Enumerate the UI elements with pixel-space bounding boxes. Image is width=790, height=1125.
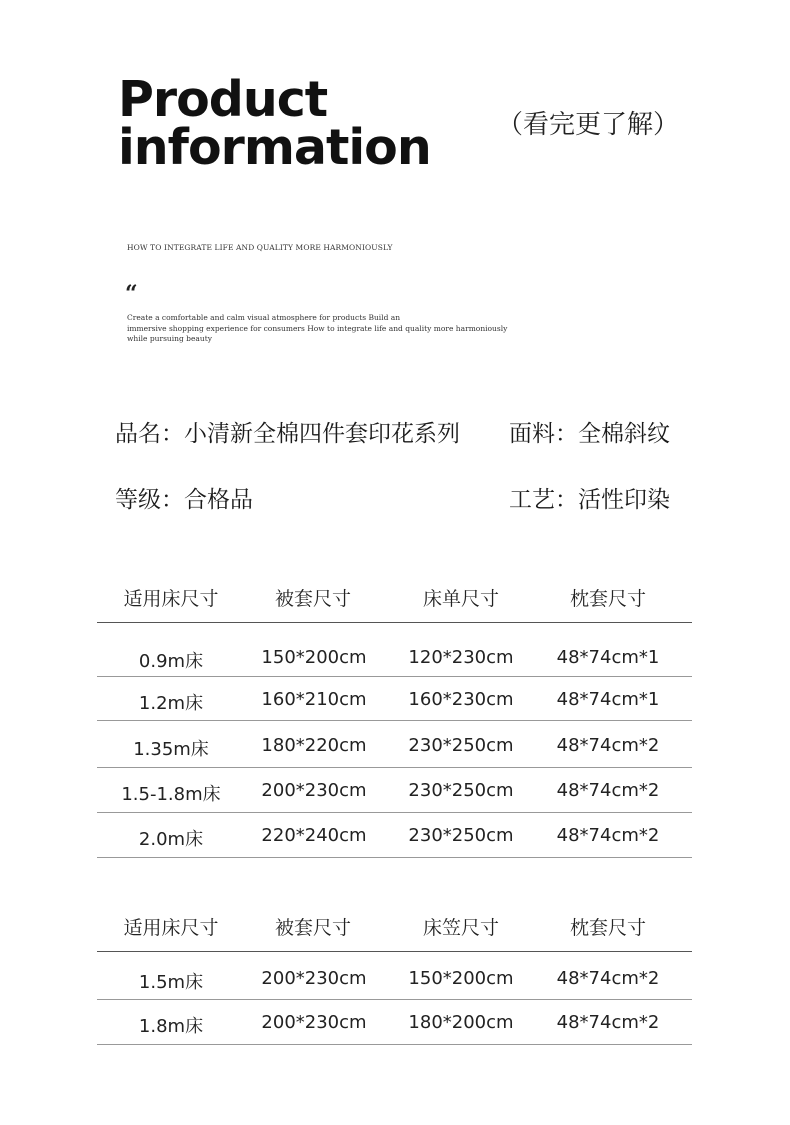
description-line: immersive shopping experience for consumers How to integrate life and quality more harmoniously xyxy=(127,323,508,333)
table-cell: 150*200cm xyxy=(408,968,514,989)
quote-icon: “ xyxy=(125,281,138,307)
title-line-2: information xyxy=(118,119,431,176)
description-line: Create a comfortable and calm visual atmosphere for products Build an xyxy=(127,313,401,322)
table-header-cell: 枕套尺寸 xyxy=(569,916,647,939)
table-cell: 120*230cm xyxy=(408,647,514,668)
table-cell: 180*220cm xyxy=(261,735,367,756)
table-header-cell: 适用床尺寸 xyxy=(123,587,219,610)
size-table-2 xyxy=(97,901,692,1045)
table-header-row xyxy=(97,901,692,952)
table-header-row xyxy=(97,572,692,623)
table-row xyxy=(97,1000,692,1045)
table-row xyxy=(97,952,692,1000)
table-cell: 160*210cm xyxy=(261,689,367,710)
fabric: 面料：全棉斜纹 xyxy=(509,421,670,447)
table-row xyxy=(97,768,692,813)
table-header-cell: 被套尺寸 xyxy=(274,916,352,939)
table-cell: 230*250cm xyxy=(408,735,514,756)
table-row xyxy=(97,813,692,858)
table-header-cell: 床笠尺寸 xyxy=(422,916,500,939)
table-cell: 1.35m床 xyxy=(133,739,209,760)
table-cell: 48*74cm*2 xyxy=(556,735,660,756)
table-cell: 0.9m床 xyxy=(138,651,204,672)
table-cell: 48*74cm*1 xyxy=(556,647,660,668)
table-row xyxy=(97,721,692,768)
table-cell: 200*230cm xyxy=(261,1012,367,1033)
table-header-cell: 床单尺寸 xyxy=(422,587,500,610)
table-cell: 48*74cm*2 xyxy=(556,780,660,801)
table-cell: 48*74cm*2 xyxy=(556,968,660,989)
grade: 等级：合格品 xyxy=(115,487,253,513)
title-line-1: Product xyxy=(118,71,328,128)
description xyxy=(127,313,527,345)
table-cell: 48*74cm*1 xyxy=(556,689,660,710)
table-cell: 200*230cm xyxy=(261,780,367,801)
table-cell: 230*250cm xyxy=(408,825,514,846)
table-row xyxy=(97,623,692,677)
table-cell: 48*74cm*2 xyxy=(556,825,660,846)
size-table-1 xyxy=(97,572,692,858)
table-cell: 160*230cm xyxy=(408,689,514,710)
table-header-cell: 适用床尺寸 xyxy=(123,916,219,939)
table-cell: 180*200cm xyxy=(408,1012,514,1033)
table-header-cell: 被套尺寸 xyxy=(274,587,352,610)
table-cell: 200*230cm xyxy=(261,968,367,989)
table-header-cell: 枕套尺寸 xyxy=(569,587,647,610)
table-cell: 150*200cm xyxy=(261,647,367,668)
table-cell: 230*250cm xyxy=(408,780,514,801)
table-cell: 2.0m床 xyxy=(138,829,204,850)
table-cell: 1.5m床 xyxy=(138,972,204,993)
table-cell: 1.5-1.8m床 xyxy=(121,784,221,805)
craft: 工艺：活性印染 xyxy=(509,487,670,513)
table-row xyxy=(97,677,692,721)
page-title xyxy=(118,71,431,176)
table-cell: 1.8m床 xyxy=(138,1016,204,1037)
table-cell: 220*240cm xyxy=(261,825,367,846)
subtitle: （看完更了解） xyxy=(497,110,680,140)
product-name: 品名：小清新全棉四件套印花系列 xyxy=(115,421,460,447)
table-cell: 48*74cm*2 xyxy=(556,1012,660,1033)
table-cell: 1.2m床 xyxy=(138,693,204,714)
description-line: while pursuing beauty xyxy=(127,334,212,343)
tagline: HOW TO INTEGRATE LIFE AND QUALITY MORE HARMONIOUSLY xyxy=(127,243,393,252)
